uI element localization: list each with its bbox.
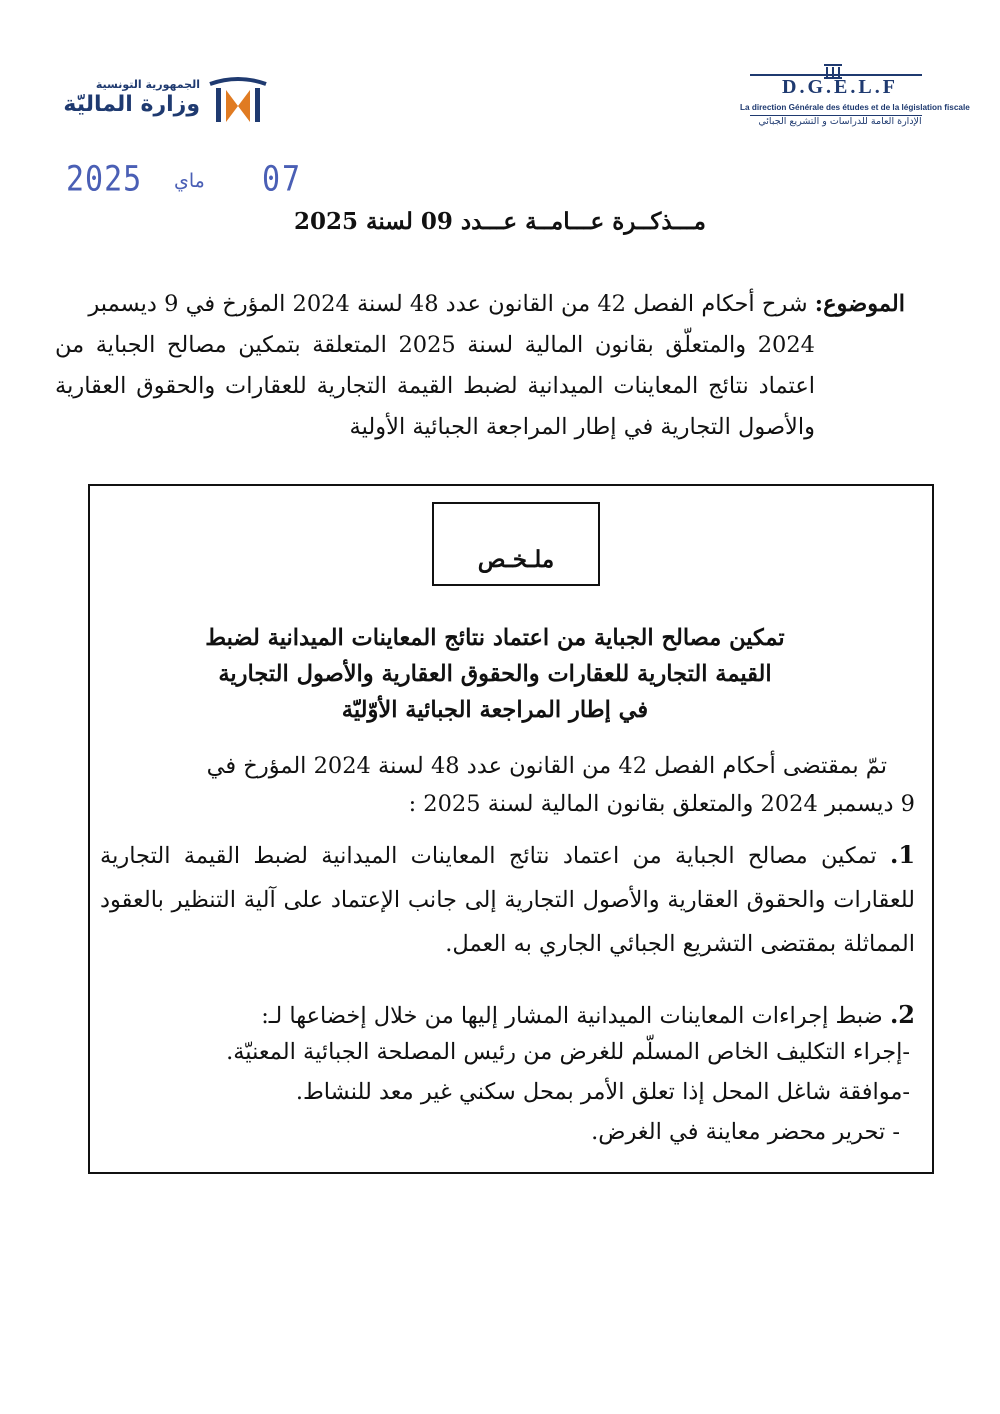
- item-number: 2.: [889, 1000, 915, 1029]
- republic-label: الجمهورية التونسية: [95, 78, 200, 91]
- item-number: 1.: [889, 840, 916, 869]
- ministry-emblem-icon: [206, 76, 270, 128]
- ministry-logo: [63, 76, 270, 136]
- dgelf-arabic-name: الإدارة العامة للدراسات و التشريع الجبائي: [758, 116, 922, 127]
- summary-heading: [432, 502, 600, 586]
- summary-title-line-1: تمكين مصالح الجباية من اعتماد نتائج المعاينات الميدانية لضبط: [205, 625, 785, 651]
- subject-line-1: شرح أحكام الفصل 42 من القانون عدد 48 لسنة 2024 المؤرخ في 9 ديسمبر: [88, 291, 808, 317]
- memo-title: مـــذكــرة عـــامــة عـــدد 09 لسنة 2025: [294, 208, 706, 235]
- list-item: -موافقة شاغل المحل إذا تعلق الأمر بمحل سكني غير معد للنشاط.: [295, 1079, 910, 1105]
- date-stamp: [66, 159, 303, 204]
- subject-paragraph: [55, 284, 905, 448]
- subject-label: الموضوع:: [814, 291, 905, 317]
- summary-heading-text: ملـخـص: [477, 546, 555, 573]
- dgelf-french-name: La direction Générale des études et de la législation fiscale: [740, 103, 970, 112]
- dgelf-logo: [740, 58, 970, 128]
- list-item: - تحرير محضر معاينة في الغرض.: [591, 1119, 900, 1145]
- procedure-list: [180, 1032, 910, 1152]
- summary-title-line-3: في إطار المراجعة الجبائية الأوّليّة: [341, 697, 649, 723]
- item-text: تمكين مصالح الجباية من اعتماد نتائج المعاينات الميدانية لضبط القيمة التجارية للعقارات والحقوق العقارية والأصول التجارية إلى جانب الإعتماد على آلية التنظير بالعقود المماثلة بمقتضى التشريع الجبائي الجاري به العمل.: [100, 843, 915, 957]
- summary-item-1: [100, 833, 915, 966]
- ministry-name: وزارة الماليّة: [63, 92, 200, 117]
- stamp-day: 07: [262, 159, 303, 200]
- stamp-year: 2025: [66, 159, 143, 200]
- stamp-month: ماي: [174, 170, 205, 192]
- subject-line-2: 2024 والمتعلّق بقانون المالية لسنة 2025 المتعلقة بتمكين مصالح الجباية من اعتماد نتائج المعاينات الميدانية لضبط القيمة التجارية للعقارات والحقوق العقارية والأصول التجارية في إطار المراجعة الجبائية الأولية: [55, 332, 815, 440]
- item-text: ضبط إجراءات المعاينات الميدانية المشار إليها من خلال إخضاعها لـ:: [261, 1003, 883, 1029]
- dgelf-title: D.G.E.L.F: [782, 76, 898, 98]
- intro-paragraph: [100, 747, 915, 823]
- list-item: -إجراء التكليف الخاص المسلّم للغرض من رئيس المصلحة الجبائية المعنيّة.: [226, 1039, 910, 1065]
- summary-title: [160, 620, 830, 728]
- intro-line-1: تمّ بمقتضى أحكام الفصل 42 من القانون عدد 48 لسنة 2024 المؤرخ في: [206, 753, 887, 779]
- intro-line-2: 9 ديسمبر 2024 والمتعلق بقانون المالية لسنة 2025 :: [408, 791, 915, 817]
- summary-title-line-2: القيمة التجارية للعقارات والحقوق العقارية والأصول التجارية: [218, 661, 772, 687]
